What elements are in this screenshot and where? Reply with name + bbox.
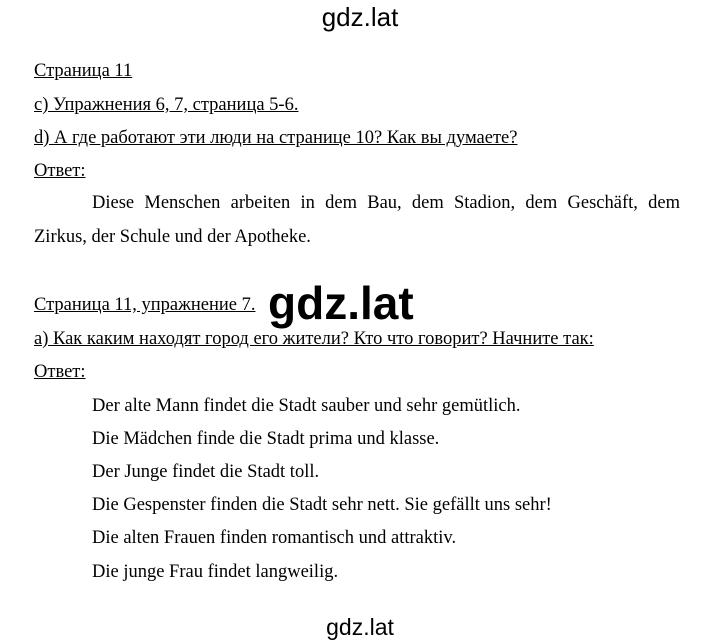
answer-label-2: Ответ: bbox=[34, 362, 86, 382]
section1-heading: Страница 11 bbox=[34, 61, 133, 81]
answer-label-1: Ответ: bbox=[34, 161, 86, 181]
answer-line: Die junge Frau findet langweilig. bbox=[92, 562, 339, 582]
watermark-middle: gdz.lat bbox=[268, 277, 414, 329]
section2-heading: Страница 11, упражнение 7. bbox=[34, 295, 256, 315]
task-c: c) Упражнения 6, 7, страница 5-6. bbox=[34, 95, 299, 115]
answer-line: Der Junge findet die Stadt toll. bbox=[92, 462, 320, 482]
watermark-top: gdz.lat bbox=[321, 2, 399, 32]
task-a: а) Как каким находят город его жители? Кто что говорит? Начните так: bbox=[34, 329, 594, 349]
watermark-bottom: gdz.lat bbox=[326, 614, 394, 640]
answer-line: Die alten Frauen finden romantisch und attraktiv. bbox=[92, 528, 457, 548]
answer-line: Der alte Mann findet die Stadt sauber und sehr gemütlich. bbox=[92, 396, 521, 416]
task-d: d) А где работают эти люди на странице 10? Как вы думаете? bbox=[34, 128, 518, 148]
answer-paragraph-1: Diese Menschen arbeiten in dem Bau, dem Stadion, dem Geschäft, dem Zirkus, der Schule und der Apotheke. bbox=[34, 193, 680, 247]
answer-line: Die Gespenster finden die Stadt sehr nett. Sie gefällt uns sehr! bbox=[92, 495, 552, 515]
answer-line: Die Mädchen finde die Stadt prima und klasse. bbox=[92, 429, 440, 449]
